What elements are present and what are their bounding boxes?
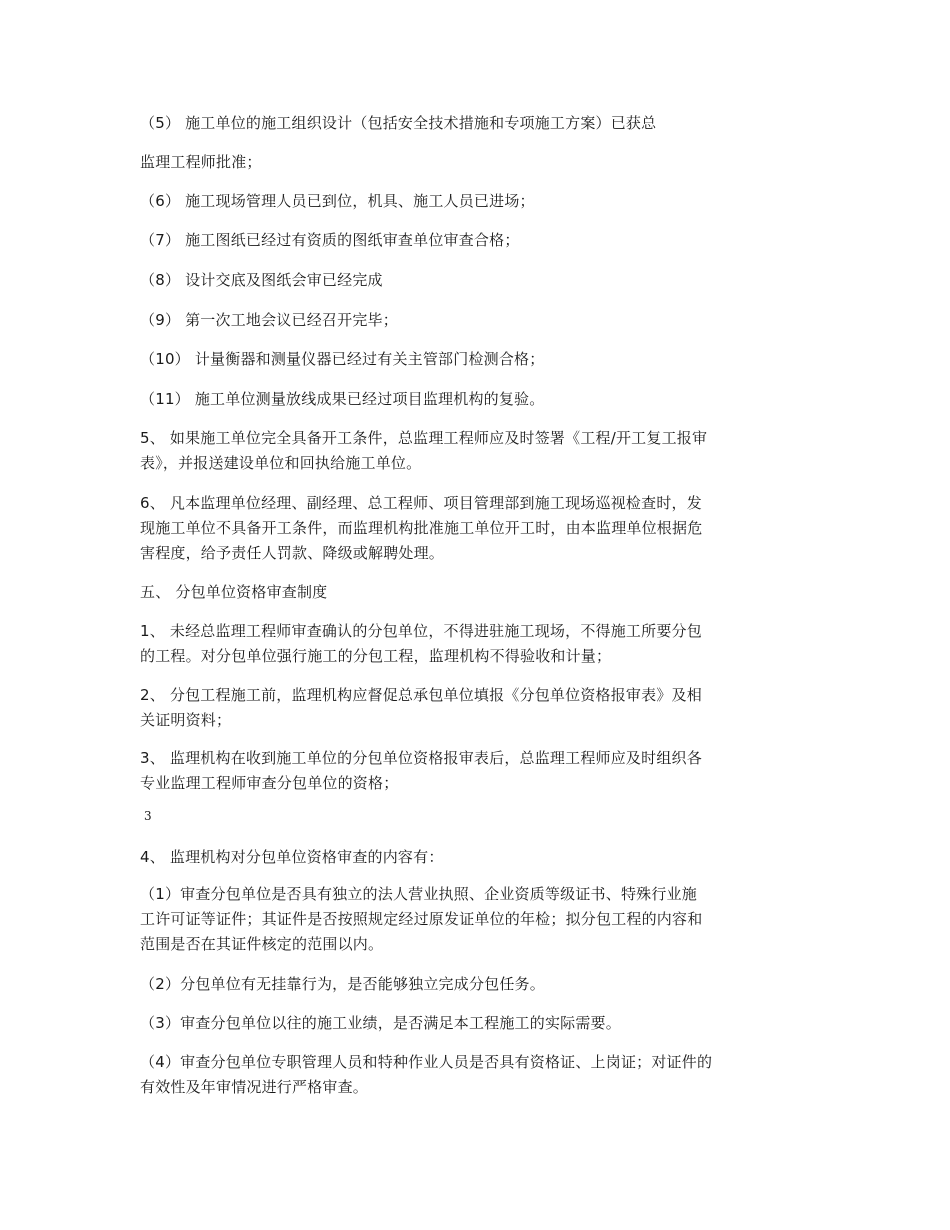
item-1-line-1: （1）审查分包单位是否具有独立的法人营业执照、企业资质等级证书、特殊行业施	[140, 885, 697, 903]
item-4-line-1: （4）审查分包单位专职管理人员和特种作业人员是否具有资格证、上岗证；对证件的	[140, 1053, 713, 1071]
clause-2-line-1: 2、 分包工程施工前，监理机构应督促总承包单位填报《分包单位资格报审表》及相	[140, 686, 702, 704]
item-2: （2）分包单位有无挂靠行为，是否能够独立完成分包任务。	[140, 975, 545, 993]
clause-1-line-1: 1、 未经总监理工程师审查确认的分包单位，不得进驻施工现场，不得施工所要分包	[140, 622, 702, 640]
clause-3-line-2: 专业监理工程师审查分包单位的资格；	[140, 774, 399, 792]
paragraph-6-line-3: 害程度，给予责任人罚款、降级或解聘处理。	[140, 544, 445, 562]
clause-4: 4、 监理机构对分包单位资格审查的内容有：	[140, 848, 444, 866]
item-1-line-2: 工许可证等证件；其证件是否按照规定经过原发证单位的年检；拟分包工程的内容和	[140, 910, 703, 928]
list-item-5-continuation: 监理工程师批准；	[140, 153, 262, 171]
list-item-5: （5） 施工单位的施工组织设计（包括安全技术措施和专项施工方案）已获总	[140, 114, 657, 132]
list-item-8: （8） 设计交底及图纸会审已经完成	[140, 271, 383, 289]
list-item-11: （11） 施工单位测量放线成果已经过项目监理机构的复验。	[140, 390, 545, 408]
clause-1-line-2: 的工程。对分包单位强行施工的分包工程，监理机构不得验收和计量；	[140, 647, 612, 665]
list-item-10: （10） 计量衡器和测量仪器已经过有关主管部门检测合格；	[140, 350, 545, 368]
clause-2-line-2: 关证明资料；	[140, 711, 232, 729]
paragraph-6-line-2: 现施工单位不具备开工条件，而监理机构批准施工单位开工时，由本监理单位根据危	[140, 519, 703, 537]
item-3: （3）审查分包单位以往的施工业绩，是否满足本工程施工的实际需要。	[140, 1014, 621, 1032]
item-1-line-3: 范围是否在其证件核定的范围以内。	[140, 935, 384, 953]
page-number: 3	[144, 809, 152, 823]
paragraph-5-line-1: 5、 如果施工单位完全具备开工条件，总监理工程师应及时签署《工程/开工复工报审	[140, 429, 708, 447]
list-item-9: （9） 第一次工地会议已经召开完毕；	[140, 311, 398, 329]
list-item-7: （7） 施工图纸已经过有资质的图纸审查单位审查合格；	[140, 231, 520, 249]
paragraph-6-line-1: 6、 凡本监理单位经理、副经理、总工程师、项目管理部到施工现场巡视检查时，发	[140, 494, 702, 512]
section-heading: 五、 分包单位资格审查制度	[140, 583, 328, 601]
item-4-line-2: 有效性及年审情况进行严格审查。	[140, 1078, 369, 1096]
list-item-6: （6） 施工现场管理人员已到位，机具、施工人员已进场；	[140, 192, 535, 210]
clause-3-line-1: 3、 监理机构在收到施工单位的分包单位资格报审表后，总监理工程师应及时组织各	[140, 749, 702, 767]
paragraph-5-line-2: 表》，并报送建设单位和回执给施工单位。	[140, 454, 422, 472]
